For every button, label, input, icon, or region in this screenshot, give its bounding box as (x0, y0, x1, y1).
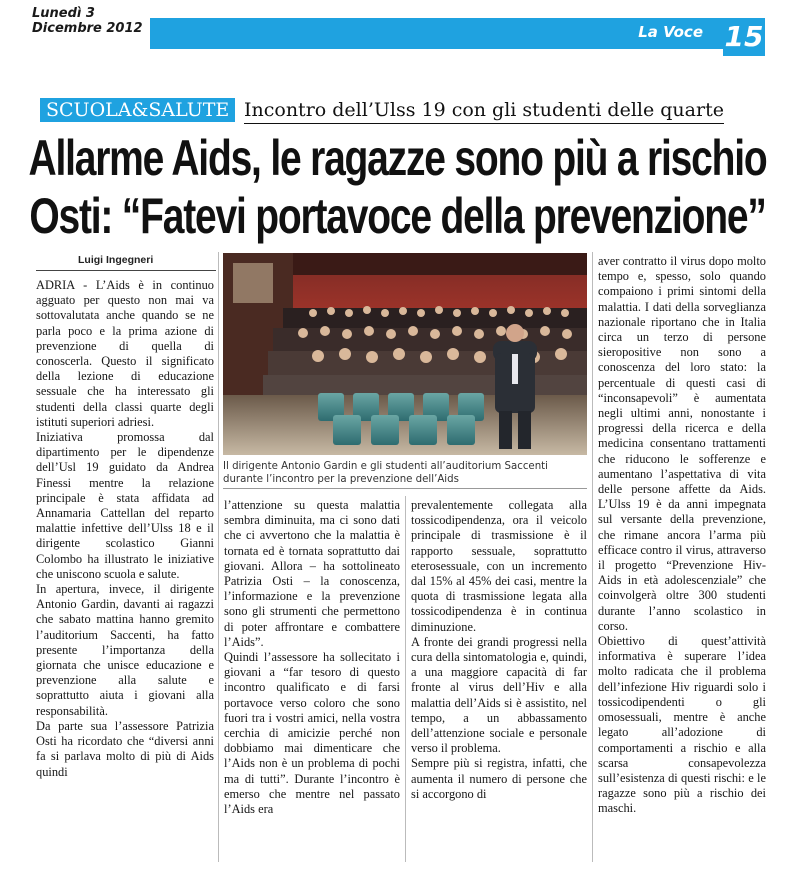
auditorium-photo-illustration (223, 253, 587, 455)
auditorium-photo (223, 253, 587, 455)
issue-date-month-year: Dicembre 2012 (32, 21, 143, 36)
paragraph: prevalentemente collegata alla tossicodipendenza, ora il veicolo principale di trasmissione è il rapporto sessuale, soprattutto eterosessuale, con un incremento dal 15% al 45% dei casi, mentre la quota di trasmissione legata alla tossicodipendenza è in continua diminuzione. (411, 498, 587, 634)
paragraph: Da parte sua l’assessore Patrizia Osti ha ricordato che “diversi anni fa si parlava molto di più di Aids quindi (36, 718, 214, 779)
paragraph: Sempre più si registra, infatti, che aumenta il numero di persone che si accorgono di (411, 756, 587, 801)
header-bar (150, 18, 723, 46)
issue-date (32, 6, 143, 36)
article-column-3 (411, 498, 587, 802)
byline-rule (36, 270, 216, 271)
page-number-box (723, 18, 765, 56)
newspaper-name: La Voce (638, 23, 703, 41)
headline-line-1: Allarme Aids, le ragazze sono più a rischio (28, 131, 767, 187)
article-subhead: Incontro dell’Ulss 19 con gli studenti delle quarte (244, 97, 724, 124)
article-column-4 (598, 254, 766, 817)
header-bar-underline (150, 46, 723, 49)
article-column-2 (224, 498, 400, 817)
issue-date-day: Lunedì 3 (32, 6, 95, 21)
column-separator (592, 252, 593, 862)
page-number: 15 (724, 20, 764, 53)
paragraph: Obiettivo di quest’attività informativa è superare l’idea molto radicata che il problema dell’infezione Hiv riguardi solo i tossicodipendenti o gli omosessuali, mentre è anche legato all’adozione di comportamenti a rischio e alla scarsa consapevolezza sull’esistenza di questi rischi: e le ragazze sono più a rischio dei maschi. (598, 634, 766, 816)
paragraph: A fronte dei grandi progressi nella cura della sintomatologia e, quindi, a una maggiore capacità di far fronte al virus dell’Hiv e alla malattia dell’Aids si è assistito, nel tempo, a un abbassamento dell’attenzione sociale e personale verso il problema. (411, 634, 587, 756)
article-column-1 (36, 278, 214, 780)
paragraph: Quindi l’assessore ha sollecitato i giovani a “far tesoro di questo incontro qualificato e di farsi portavoce verso coloro che sono fuori tra i vostri amici, nella vostra cerchia di amicizie perché non dobbiamo mai dimenticare che l’Aids non è un problema di pochi ma di tutti”. Durante l’incontro è emerso che mentre nel passato l’Aids era (224, 650, 400, 817)
byline: Luigi Ingegneri (78, 254, 154, 266)
column-separator (405, 496, 406, 862)
caption-rule (223, 488, 587, 489)
paragraph: ADRIA - L’Aids è in continuo agguato per questo non mai va sottovalutata anche quando se ne parla poco e la prima azione di prevenzione di quella di conoscerla. Questo il significato della lezione di educazione sessuale che ha interessato gli studenti della classi quarte degli istituti superiori adriesi. (36, 278, 214, 429)
section-label: SCUOLA&SALUTE (40, 98, 235, 122)
paragraph: In apertura, invece, il dirigente Antonio Gardin, davanti ai ragazzi che sabato mattina hanno gremito l’auditorium Saccenti, ha fatto presente l’importanza della giornata che unisce educazione e prevenzione alla salute e soprattutto aiuta i giovani alla responsabilità. (36, 582, 214, 718)
photo-caption: Il dirigente Antonio Gardin e gli studenti all’auditorium Saccenti durante l’incontro per la prevenzione dell’Aids (223, 461, 548, 485)
column-separator (218, 252, 219, 862)
paragraph: l’attenzione su questa malattia sembra diminuita, ma ci sono dati che ci avvertono che la malattia è tornata ed è tornata soprattutto dai giovani. Allora – ha sottolineato Patrizia Osti – la conoscenza, l’informazione e la prevenzione sono gli strumenti che permettono di poter affrontare e combattere l’Aids”. (224, 498, 400, 649)
paragraph: aver contratto il virus dopo molto tempo e, spesso, solo quando compaiono i primi sintomi della malattia. I dati della sorveglianza nazionale riportano che in Italia circa un terzo di persone sieropositive non sono a conoscenza del loro stato: la percentuale di questi casi di “inconsapevoli” è aumentata negli ultimi anni, nonostante i progressi della ricerca e della medicina consentano trattamenti che riducono le sofferenze e aumentano l’aspettativa di vita delle persone affette da Aids. L’Ulss 19 è da anni impegnata sul versante della prevenzione, che rimane ancora l’arma più efficace contro il virus, attraverso il progetto “Prevenzione Hiv-Aids in età adolescenziale” che coinvolgerà oltre 300 studenti durante l’anno scolastico in corso. (598, 254, 766, 633)
headline-line-2: Osti: “Fatevi portavoce della prevenzione” (29, 189, 766, 245)
paragraph: Iniziativa promossa dal dipartimento per le dipendenze dell’Usl 19 guidato da Andrea Finessi mentre la relazione principale è stata affidata ad Annamaria Cattellan del reparto malattie infettive dell’Ulss 18 e il dirigente scolastico Gianni Colombo ha illustrato le iniziative che uniscono scuola e salute. (36, 430, 214, 581)
